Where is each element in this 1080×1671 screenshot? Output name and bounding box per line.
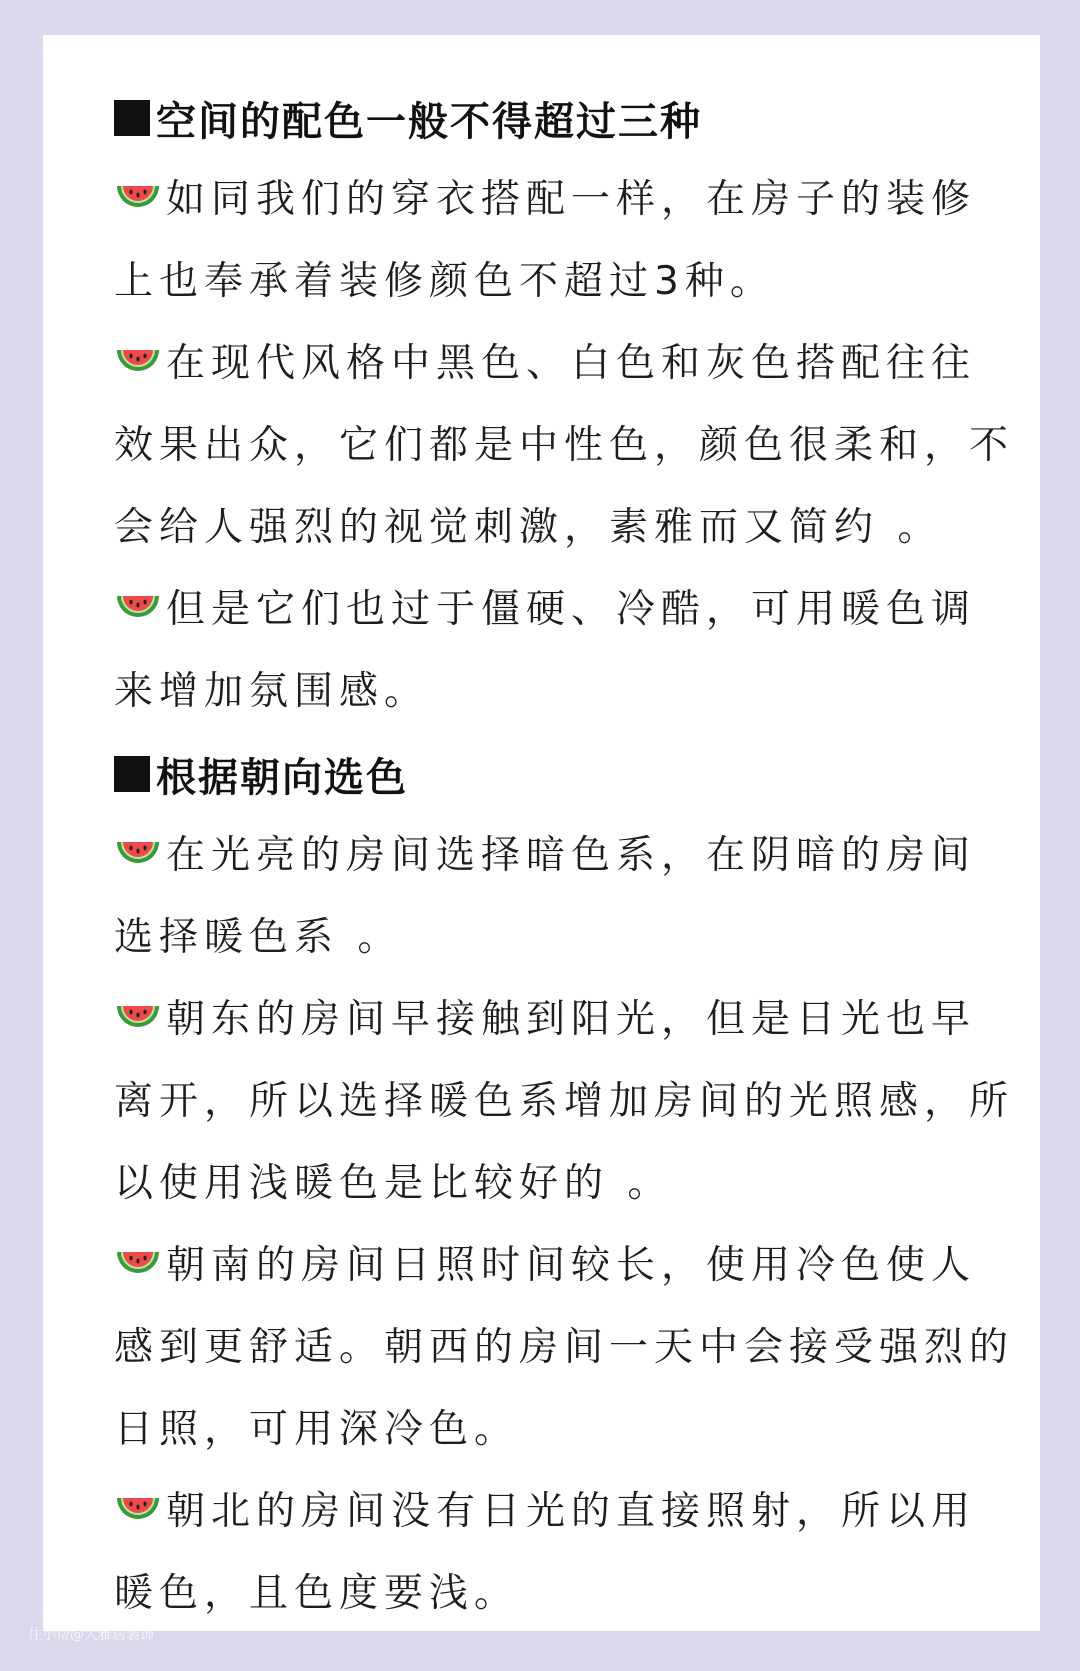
paragraph-text: 在光亮的房间选择暗色系，在阴暗的房间选择暖色系 。 — [114, 833, 977, 960]
paragraph-text: 但是它们也过于僵硬、冷酷，可用暖色调来增加氛围感。 — [114, 587, 977, 714]
watermelon-icon — [114, 1242, 162, 1284]
paragraph — [114, 159, 1014, 323]
section-heading — [114, 733, 1014, 815]
watermelon-icon — [114, 1488, 162, 1530]
watermelon-icon — [114, 176, 162, 218]
section-heading-text: 空间的配色一般不得超过三种 — [156, 98, 702, 145]
black-square-icon — [114, 100, 150, 136]
paragraph-text: 朝南的房间日照时间较长，使用冷色使人感到更舒适。朝西的房间一天中会接受强烈的日照，可用深冷色。 — [114, 1243, 1015, 1452]
black-square-icon — [114, 756, 150, 792]
paragraph — [114, 979, 1014, 1225]
watermelon-icon — [114, 996, 162, 1038]
content-card — [43, 35, 1040, 1631]
paragraph — [114, 1225, 1014, 1471]
watermelon-icon — [114, 832, 162, 874]
paragraph — [114, 323, 1014, 569]
watermelon-icon — [114, 586, 162, 628]
paragraph — [114, 1471, 1014, 1635]
paragraph — [114, 815, 1014, 979]
section-heading-text: 根据朝向选色 — [156, 754, 408, 801]
paragraph-text: 朝东的房间早接触到阳光，但是日光也早离开，所以选择暖色系增加房间的光照感，所以使用浅暖色是比较好的 。 — [114, 997, 1015, 1206]
paragraph-text: 在现代风格中黑色、白色和灰色搭配往往效果出众，它们都是中性色，颜色很柔和，不会给人强烈的视觉刺激，素雅而又简约 。 — [114, 341, 1015, 550]
article-body — [114, 77, 1014, 1635]
watermark: 住小帮@大雅居装饰 — [28, 1627, 154, 1643]
paragraph-text: 朝北的房间没有日光的直接照射，所以用暖色，且色度要浅。 — [114, 1489, 977, 1616]
section-heading — [114, 77, 1014, 159]
paragraph — [114, 569, 1014, 733]
watermelon-icon — [114, 340, 162, 382]
paragraph-text: 如同我们的穿衣搭配一样，在房子的装修上也奉承着装修颜色不超过3种。 — [114, 177, 977, 304]
